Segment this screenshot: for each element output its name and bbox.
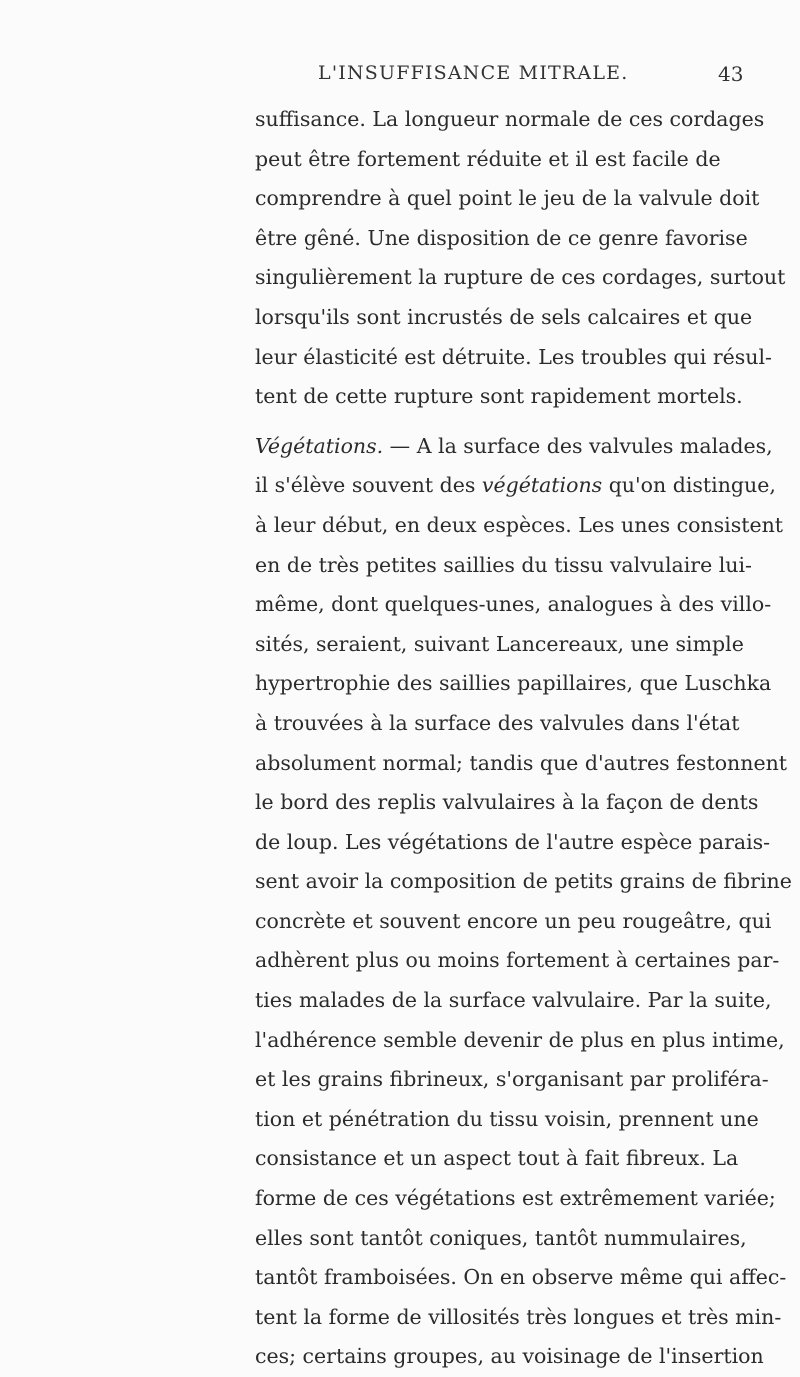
text-line: ces; certains groupes, au voisinage de l'insertion — [255, 1344, 764, 1369]
text-line: forme de ces végétations est extrêmement variée; — [255, 1186, 776, 1211]
text-line: tent la forme de villosités très longues et très min- — [255, 1304, 782, 1329]
text-line — [255, 466, 776, 506]
text-line: peut être fortement réduite et il est facile de — [255, 146, 721, 171]
text-line: en de très petites saillies du tissu valvulaire lui- — [255, 552, 752, 577]
paragraph-gap — [255, 417, 705, 427]
text-line: le bord des replis valvulaires à la façon de dents — [255, 790, 759, 815]
text-line: consistance et un aspect tout à fait fibreux. La — [255, 1146, 739, 1171]
text-fragment: qu'on distingue, — [602, 473, 776, 498]
text-line: tantôt framboisées. On en observe même qui affec- — [255, 1265, 787, 1290]
text-line: sités, seraient, suivant Lancereaux, une simple — [255, 631, 744, 656]
text-line: absolument normal; tandis que d'autres festonnent — [255, 750, 788, 775]
text-line: suffisance. La longueur normale de ces cordages — [255, 107, 765, 131]
running-head — [0, 62, 800, 92]
text-line: de loup. Les végétations de l'autre espèce parais- — [255, 829, 771, 854]
text-line: concrète et souvent encore un peu rougeâtre, qui — [255, 908, 772, 933]
paragraph-rupture-cordages — [255, 100, 786, 417]
text-line: tion et pénétration du tissu voisin, prennent une — [255, 1106, 759, 1131]
text-line: à trouvées à la surface des valvules dans l'état — [255, 710, 740, 735]
section-heading: Végétations. — [255, 433, 384, 458]
text-line: hypertrophie des saillies papillaires, que Luschka — [255, 671, 772, 696]
text-line: à leur début, en deux espèces. Les unes consistent — [255, 512, 784, 537]
text-fragment: il s'élève souvent des — [255, 473, 482, 498]
body-text — [255, 100, 792, 1377]
italic-term: végétations — [481, 473, 603, 498]
text-line: lorsqu'ils sont incrustés de sels calcaires et que — [255, 304, 753, 329]
running-title: L'INSUFFISANCE MITRALE. — [318, 62, 629, 84]
text-line: singulièrement la rupture de ces cordages, surtout — [255, 265, 786, 290]
text-line: être gêné. Une disposition de ce genre favorise — [255, 225, 748, 250]
text-line: comprendre à quel point le jeu de la valvule doit — [255, 186, 760, 211]
text-fragment: — A la surface des valvules malades, — [383, 433, 773, 458]
text-line: sent avoir la composition de petits grains de fibrine — [255, 869, 792, 894]
paragraph-vegetations — [255, 427, 792, 1377]
text-line: elles sont tantôt coniques, tantôt nummulaires, — [255, 1225, 747, 1250]
text-line: tent de cette rupture sont rapidement mortels. — [255, 384, 743, 409]
text-line: l'adhérence semble devenir de plus en plus intime, — [255, 1027, 785, 1052]
text-line — [255, 427, 773, 467]
text-line: ties malades de la surface valvulaire. Par la suite, — [255, 988, 772, 1013]
page-number: 43 — [718, 62, 744, 86]
text-line: adhèrent plus ou moins fortement à certaines par- — [255, 948, 780, 973]
text-line: leur élasticité est détruite. Les troubles qui résul- — [255, 344, 772, 369]
text-line: et les grains fibrineux, s'organisant par proliféra- — [255, 1067, 769, 1092]
text-line: même, dont quelques-unes, analogues à des villo- — [255, 592, 772, 617]
